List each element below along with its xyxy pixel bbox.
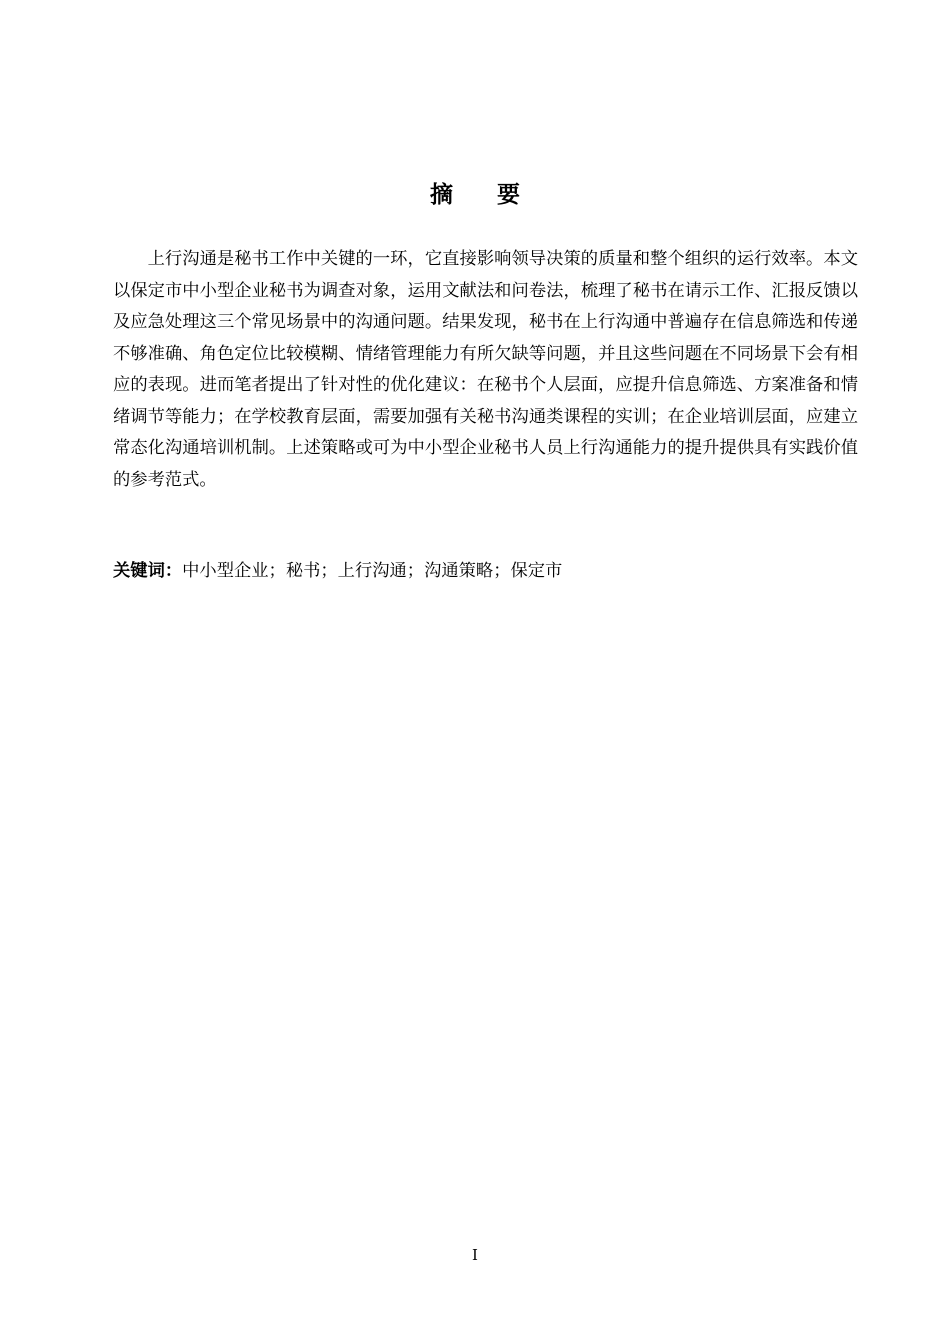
page-title: 摘要 — [430, 182, 564, 208]
keywords-label: 关键词： — [113, 561, 183, 581]
abstract-paragraph: 上行沟通是秘书工作中关键的一环，它直接影响领导决策的质量和整个组织的运行效率。本文以保定市中小型企业秘书为调查对象，运用文献法和问卷法，梳理了秘书在请示工作、汇报反馈以及应急处理这三个常见场景中的沟通问题。结果发现，秘书在上行沟通中普遍存在信息筛选和传递不够准确、角色定位比较模糊、情绪管理能力有所欠缺等问题，并且这些问题在不同场景下会有相应的表现。进而笔者提出了针对性的优化建议：在秘书个人层面，应提升信息筛选、方案准备和情绪调节等能力；在学校教育层面，需要加强有关秘书沟通类课程的实训；在企业培训层面，应建立常态化沟通培训机制。上述策略或可为中小型企业秘书人员上行沟通能力的提升提供具有实践价值的参考范式。 — [113, 249, 858, 490]
page-number: I — [472, 1246, 478, 1264]
keywords-list: 中小型企业；秘书；上行沟通；沟通策略；保定市 — [182, 561, 563, 581]
keywords-line — [113, 556, 858, 587]
